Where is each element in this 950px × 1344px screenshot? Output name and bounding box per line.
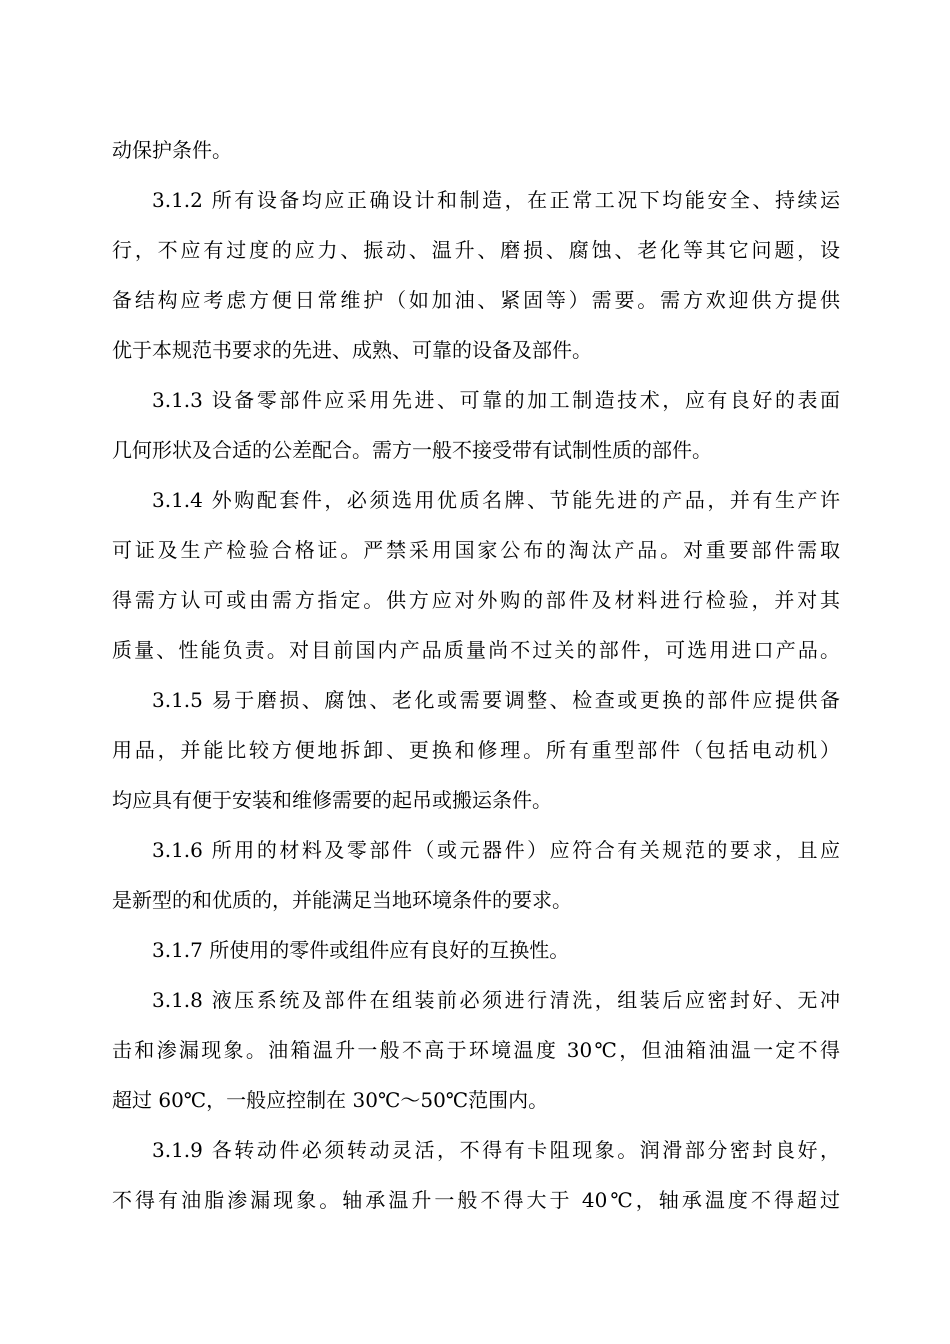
paragraph-line: 是新型的和优质的，并能满足当地环境条件的要求。 xyxy=(112,888,572,912)
paragraph-line: 动保护条件。 xyxy=(112,138,232,162)
paragraph-first-line: 3.1.3 设备零部件应采用先进、可靠的加工制造技术，应有良好的表面 xyxy=(152,388,840,412)
paragraph-line: 击和渗漏现象。油箱温升一般不高于环境温度 30℃，但油箱油温一定不得 xyxy=(112,1038,840,1062)
paragraph-line: 几何形状及合适的公差配合。需方一般不接受带有试制性质的部件。 xyxy=(112,438,712,462)
paragraph-line: 质量、性能负责。对目前国内产品质量尚不过关的部件，可选用进口产品。 xyxy=(112,638,840,662)
paragraph-line: 均应具有便于安装和维修需要的起吊或搬运条件。 xyxy=(112,788,552,812)
paragraph-line: 可证及生产检验合格证。严禁采用国家公布的淘汰产品。对重要部件需取 xyxy=(112,538,840,562)
paragraph-first-line: 3.1.7 所使用的零件或组件应有良好的互换性。 xyxy=(152,938,570,962)
paragraph-first-line: 3.1.5 易于磨损、腐蚀、老化或需要调整、检查或更换的部件应提供备 xyxy=(152,688,840,712)
paragraph-first-line: 3.1.6 所用的材料及零部件（或元器件）应符合有关规范的要求，且应 xyxy=(152,838,840,862)
paragraph-line: 超过 60℃，一般应控制在 30℃～50℃范围内。 xyxy=(112,1088,549,1112)
paragraph-line: 备结构应考虑方便日常维护（如加油、紧固等）需要。需方欢迎供方提供 xyxy=(112,288,840,312)
paragraph-first-line: 3.1.9 各转动件必须转动灵活，不得有卡阻现象。润滑部分密封良好， xyxy=(152,1138,840,1162)
paragraph-first-line: 3.1.8 液压系统及部件在组装前必须进行清洗，组装后应密封好、无冲 xyxy=(152,988,840,1012)
paragraph-first-line: 3.1.2 所有设备均应正确设计和制造，在正常工况下均能安全、持续运 xyxy=(152,188,840,212)
paragraph-first-line: 3.1.4 外购配套件，必须选用优质名牌、节能先进的产品，并有生产许 xyxy=(152,488,840,512)
paragraph-line: 行，不应有过度的应力、振动、温升、磨损、腐蚀、老化等其它问题，设 xyxy=(112,238,840,262)
paragraph-line: 不得有油脂渗漏现象。轴承温升一般不得大于 40℃，轴承温度不得超过 xyxy=(112,1188,840,1212)
paragraph-line: 得需方认可或由需方指定。供方应对外购的部件及材料进行检验，并对其 xyxy=(112,588,840,612)
paragraph-line: 用品，并能比较方便地拆卸、更换和修理。所有重型部件（包括电动机） xyxy=(112,738,840,762)
body-text xyxy=(112,125,840,1225)
paragraph-line: 优于本规范书要求的先进、成熟、可靠的设备及部件。 xyxy=(112,338,592,362)
